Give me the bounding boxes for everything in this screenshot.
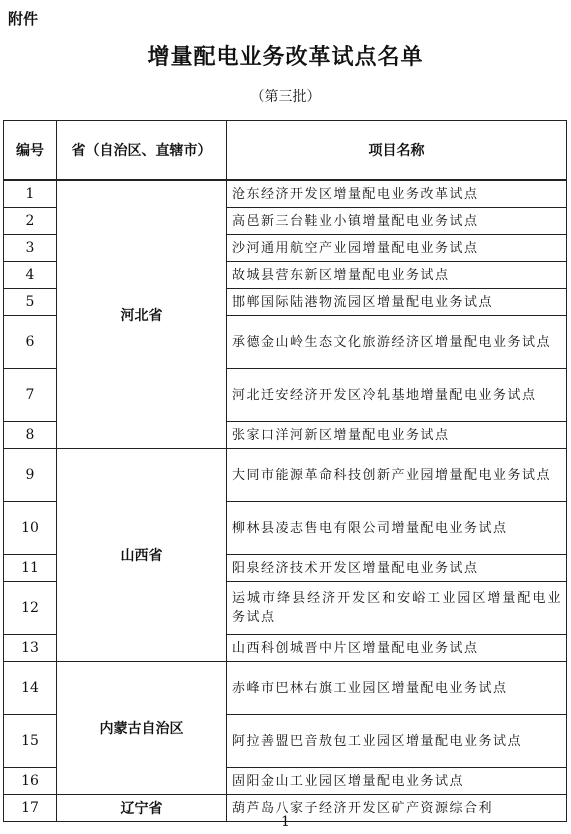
row-number: 8 [4, 422, 57, 449]
row-number: 9 [4, 449, 57, 502]
row-number: 6 [4, 316, 57, 369]
row-number: 11 [4, 555, 57, 582]
province-cell: 山西省 [57, 449, 227, 662]
table-header-row [4, 121, 567, 181]
header-project-name: 项目名称 [227, 121, 567, 181]
project-name: 河北迁安经济开发区冷轧基地增量配电业务试点 [227, 369, 567, 422]
attachment-label: 附件 [8, 10, 39, 28]
header-province: 省（自治区、直辖市） [57, 121, 227, 181]
row-number: 2 [4, 208, 57, 235]
table-row [4, 662, 567, 715]
province-cell: 河北省 [57, 180, 227, 449]
table-row [4, 180, 567, 208]
province-cell: 辽宁省 [57, 795, 227, 822]
project-name: 沙河通用航空产业园增量配电业务试点 [227, 235, 567, 262]
batch-label: （第三批） [250, 89, 321, 105]
project-name: 故城县营东新区增量配电业务试点 [227, 262, 567, 289]
project-name: 承德金山岭生态文化旅游经济区增量配电业务试点 [227, 316, 567, 369]
project-name: 大同市能源革命科技创新产业园增量配电业务试点 [227, 449, 567, 502]
project-name: 高邑新三台鞋业小镇增量配电业务试点 [227, 208, 567, 235]
row-number: 16 [4, 768, 57, 795]
project-name: 赤峰市巴林右旗工业园区增量配电业务试点 [227, 662, 567, 715]
row-number: 3 [4, 235, 57, 262]
row-number: 1 [4, 180, 57, 208]
row-number: 17 [4, 795, 57, 822]
project-name: 沧东经济开发区增量配电业务改革试点 [227, 180, 567, 208]
row-number: 15 [4, 715, 57, 768]
province-cell: 内蒙古自治区 [57, 662, 227, 795]
row-number: 5 [4, 289, 57, 316]
project-name: 运城市绛县经济开发区和安峪工业园区增量配电业务试点 [227, 582, 567, 635]
table-row [4, 449, 567, 502]
header-number: 编号 [4, 121, 57, 181]
document-title: 增量配电业务改革试点名单 [147, 45, 424, 70]
row-number: 12 [4, 582, 57, 635]
project-name: 阳泉经济技术开发区增量配电业务试点 [227, 555, 567, 582]
project-name: 柳林县凌志售电有限公司增量配电业务试点 [227, 502, 567, 555]
project-name: 山西科创城晋中片区增量配电业务试点 [227, 635, 567, 662]
project-name: 邯郸国际陆港物流园区增量配电业务试点 [227, 289, 567, 316]
project-name: 固阳金山工业园区增量配电业务试点 [227, 768, 567, 795]
row-number: 13 [4, 635, 57, 662]
page-number: 1 [281, 814, 290, 830]
row-number: 14 [4, 662, 57, 715]
row-number: 10 [4, 502, 57, 555]
row-number: 4 [4, 262, 57, 289]
row-number: 7 [4, 369, 57, 422]
project-name: 葫芦岛八家子经济开发区矿产资源综合利 [227, 795, 567, 822]
pilot-list-table [3, 120, 567, 822]
project-name: 阿拉善盟巴音敖包工业园区增量配电业务试点 [227, 715, 567, 768]
project-name: 张家口洋河新区增量配电业务试点 [227, 422, 567, 449]
